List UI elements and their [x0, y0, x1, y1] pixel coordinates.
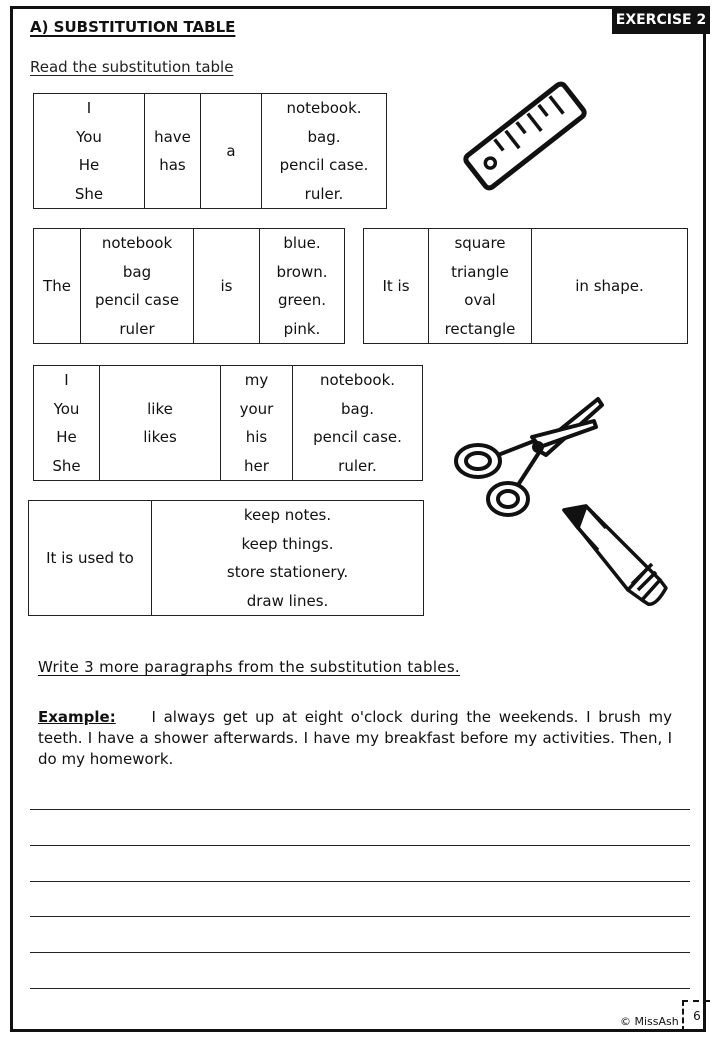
writing-line[interactable] [30, 952, 690, 953]
writing-instruction: Write 3 more paragraphs from the substitution tables. [38, 658, 460, 676]
object-item: notebook. [319, 371, 396, 389]
possessives-cell [221, 366, 293, 481]
substitution-table-color [33, 228, 345, 344]
noun-item: bag [122, 262, 152, 281]
subject-item: I [64, 371, 69, 389]
object-item: pencil case. [313, 428, 402, 446]
credit-text: © MissAsh [620, 1015, 679, 1028]
writing-line[interactable] [30, 845, 690, 846]
purpose-item: keep notes. [243, 506, 332, 524]
object-item: ruler. [304, 184, 344, 203]
objects-cell [293, 366, 423, 481]
writing-line[interactable] [30, 916, 690, 917]
object-item: ruler. [338, 456, 377, 475]
determiner-cell: The [34, 229, 81, 344]
read-instruction: Read the substitution table [30, 58, 234, 76]
substitution-table-like [33, 365, 423, 481]
verb-item: like [147, 399, 173, 418]
ruler-icon [455, 68, 595, 204]
object-item: pencil case. [279, 156, 369, 174]
verb-cell: is [194, 229, 260, 344]
shape-item: rectangle [444, 319, 516, 338]
possessive-item: her [244, 456, 269, 475]
subject-item: You [76, 127, 102, 146]
verbs-cell [145, 94, 201, 209]
shapes-cell [429, 229, 532, 344]
substitution-table-use [28, 500, 424, 616]
pencil-icon [556, 498, 676, 610]
possessive-item: your [239, 399, 274, 418]
purpose-item: draw lines. [246, 591, 329, 610]
writing-line[interactable] [30, 988, 690, 989]
article-cell: a [201, 94, 262, 209]
example-label: Example: [38, 708, 116, 726]
writing-line[interactable] [30, 881, 690, 882]
shape-item: square [454, 234, 506, 252]
color-item: pink. [283, 319, 321, 338]
subject-item: She [74, 184, 104, 203]
shape-item: triangle [451, 262, 509, 281]
purpose-item: keep things. [241, 534, 334, 553]
verb-item: likes [143, 428, 177, 446]
possessive-item: my [244, 371, 269, 389]
shape-item: oval [464, 291, 496, 309]
noun-item: pencil case [94, 291, 180, 309]
noun-item: ruler [119, 319, 155, 338]
color-item: brown. [276, 262, 328, 281]
color-item: blue. [283, 234, 321, 252]
subject-item: She [52, 456, 81, 475]
purpose-item: store stationery. [226, 563, 349, 581]
writing-line[interactable] [30, 809, 690, 810]
color-item: green. [277, 291, 327, 309]
noun-item: notebook [101, 234, 173, 252]
verb-item: has [159, 156, 186, 174]
nouns-cell [81, 229, 194, 344]
example-paragraph [38, 707, 672, 770]
substitution-table-have [33, 93, 387, 209]
verb-item: have [154, 127, 191, 146]
subject-item: I [86, 99, 92, 117]
object-item: bag. [307, 127, 341, 146]
example-text: I always get up at eight o'clock during the weekends. I brush my teeth. I have a shower afterwards. I have my breakfast before my activities. Then, I do my homework. [38, 708, 672, 768]
page-number: 6 [682, 1000, 710, 1032]
purposes-cell [152, 501, 424, 616]
object-item: bag. [340, 399, 374, 418]
subject-item: He [56, 428, 77, 446]
possessive-item: his [245, 428, 268, 446]
section-title: A) SUBSTITUTION TABLE [30, 18, 236, 36]
lead-cell: It is used to [29, 501, 152, 616]
exercise-badge: EXERCISE 2 [612, 6, 710, 34]
subjects-cell [34, 366, 100, 481]
subject-item: You [53, 399, 80, 418]
substitution-table-shape [363, 228, 688, 344]
tail-cell: in shape. [532, 229, 688, 344]
objects-cell [262, 94, 387, 209]
colors-cell [260, 229, 345, 344]
subject-item: He [78, 156, 100, 174]
verbs-cell [100, 366, 221, 481]
subjects-cell [34, 94, 145, 209]
lead-cell: It is [364, 229, 429, 344]
object-item: notebook. [286, 99, 362, 117]
